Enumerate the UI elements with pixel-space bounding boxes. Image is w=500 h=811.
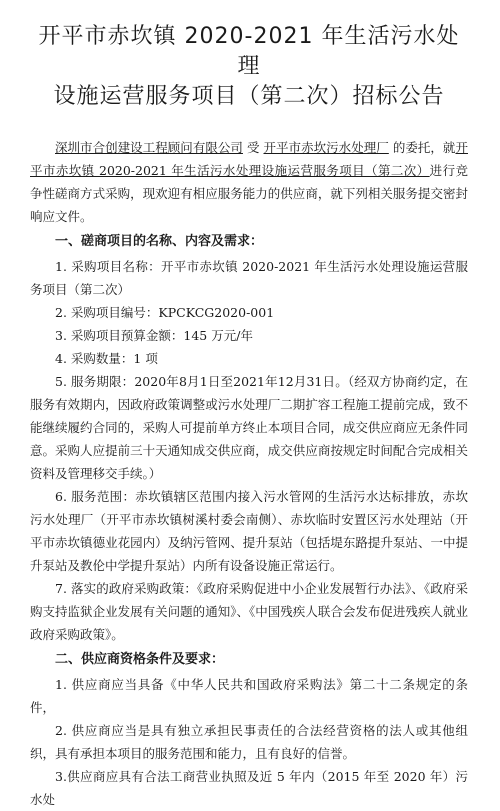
section-1-item: 7. 落实的政府采购政策：《政府采购促进中小企业发展暂行办法》、《政府采购支持监狱企业发展有关问题的通知》、《中国残疾人联合会发布促进残疾人就业政府采购政策》。 bbox=[30, 581, 468, 642]
intro-paragraph bbox=[30, 136, 468, 228]
section-1-heading: 一、磋商项目的名称、内容及需求： bbox=[55, 234, 264, 249]
section-1-item: 5. 服务期限：2020年8月1日至2021年12月31日。（经双方协商约定，在服务有效期内，因政府政策调整或污水处理厂二期扩容工程施工提前完成，致不能继续履约合同的，采购人可提前单方终止本项目合同，成交供应商应无条件同意。采购人应提前三十天通知成交供应商，成交供应商按规定时间配合完成相关资料及管理移交手续。） bbox=[30, 374, 468, 481]
section-1-item: 3. 采购项目预算金额：145 万元/年 bbox=[55, 328, 253, 343]
section-1-item: 4. 采购数量：1 项 bbox=[55, 351, 158, 366]
title-line-1: 开平市赤坎镇 2020-2021 年生活污水处理 bbox=[38, 24, 460, 79]
section-2-heading: 二、供应商资格条件及要求： bbox=[55, 652, 225, 667]
intro-text-1: 受 bbox=[242, 140, 264, 155]
intro-text-2: 的委托，就 bbox=[388, 140, 456, 155]
section-1-item: 1. 采购项目名称：开平市赤坎镇 2020-2021 年生活污水处理设施运营服务项目（第二次） bbox=[30, 259, 468, 297]
agency-name: 深圳市合创建设工程顾问有限公司 bbox=[55, 140, 243, 155]
section-1-item: 2. 采购项目编号：KPCKCG2020-001 bbox=[55, 305, 275, 320]
intro-text-3: 进行竞争性磋商方式采购，现欢迎有相应服务能力的供应商，就下列相关服务提交密封响应文件。 bbox=[30, 163, 468, 224]
section-1-item: 6. 服务范围：赤坎镇辖区范围内接入污水管网的生活污水达标排放，赤坎污水处理厂（开平市赤坎镇树溪村委会南侧）、赤坎临时安置区污水处理站（开平市赤坎镇德业花园内）及纳污管网、提升泵站（包括堤东路提升泵站、一中提升泵站及教伦中学提升泵站）内所有设备设施正常运行。 bbox=[30, 489, 468, 573]
section-2-item: 3.供应商应具有合法工商营业执照及近 5 年内（2015 年至 2020 年）污水处 bbox=[30, 769, 468, 807]
section-2-item: 1. 供应商应当具备《中华人民共和国政府采购法》第二十二条规定的条件， bbox=[30, 677, 468, 715]
title-line-2: 设施运营服务项目（第二次）招标公告 bbox=[53, 84, 445, 109]
section-2-item: 2. 供应商应当是具有独立承担民事责任的合法经营资格的法人或其他组织，具有承担本项目的服务范围和能力，且有良好的信誉。 bbox=[30, 723, 468, 761]
client-name: 开平市赤坎污水处理厂 bbox=[263, 140, 389, 155]
project-name: 开平市赤坎镇 2020-2021 年生活污水处理设施运营服务项目（第二次） bbox=[30, 140, 468, 178]
document-title bbox=[30, 22, 468, 112]
